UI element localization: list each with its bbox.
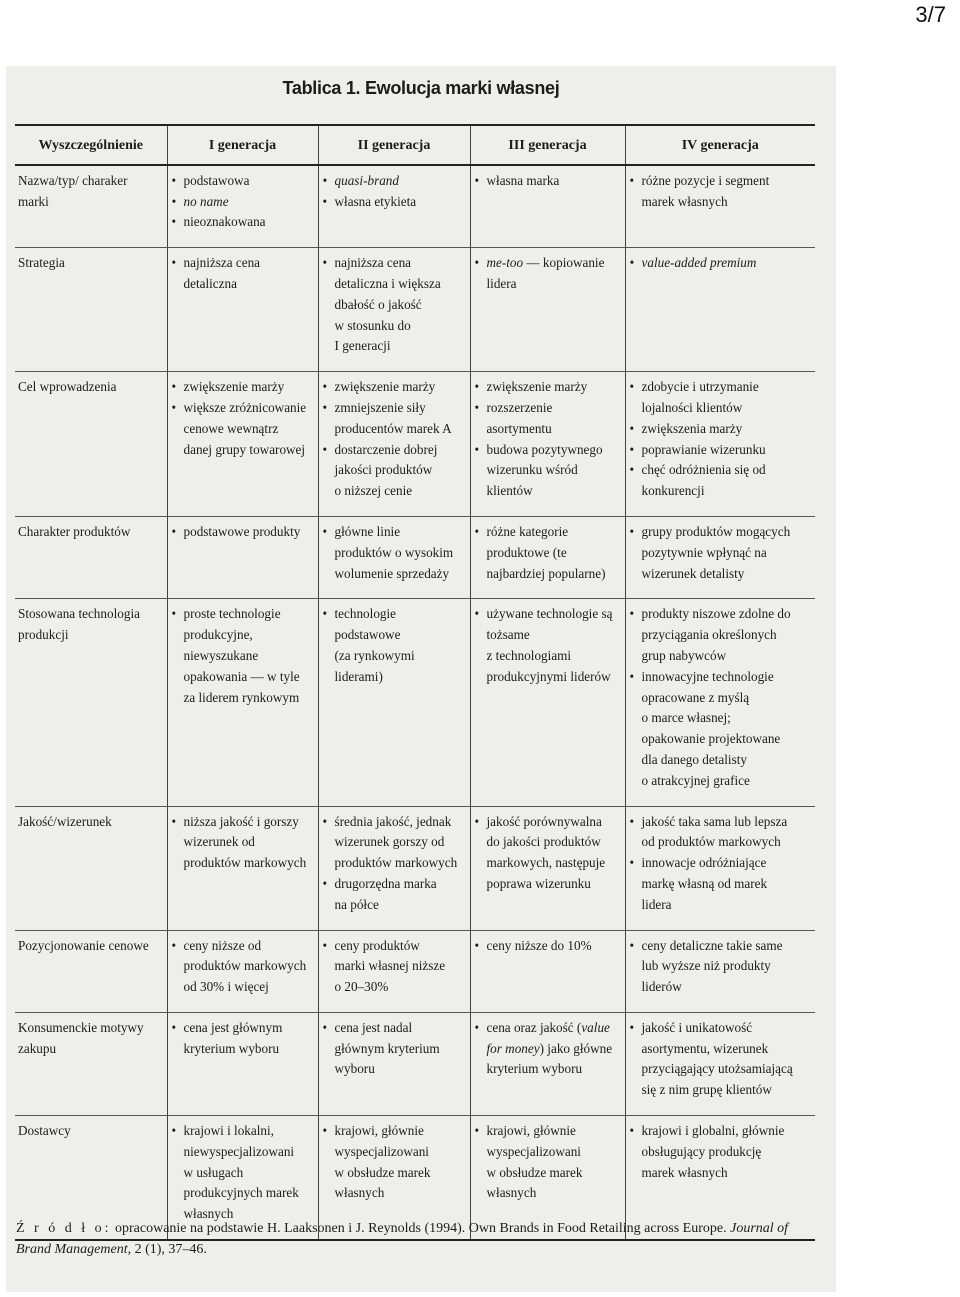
bullet-item: • chęć odróżnienia się od konkurencji xyxy=(630,460,812,502)
table-cell xyxy=(318,930,470,1012)
bullet-item: • nieoznakowana xyxy=(172,212,314,233)
table-cell xyxy=(625,599,815,806)
bullet-item: • różne pozycje i segment marek własnych xyxy=(630,171,812,213)
source-text: opracowanie na podstawie H. Laaksonen i J. Reynolds (1994). Own Brands in Food Retailing across Europe. xyxy=(115,1221,727,1236)
bullet-item: • zdobycie i utrzymanie lojalności klientów xyxy=(630,377,812,419)
bullet-item: • zmniejszenie siły producentów marek A xyxy=(323,398,466,440)
column-header: III generacja xyxy=(470,125,625,165)
table-cell xyxy=(625,516,815,598)
table-cell xyxy=(167,930,318,1012)
bullet-item: • zwiększenia marży xyxy=(630,419,812,440)
bullet-item: • me-too — kopiowanie lidera xyxy=(475,253,621,295)
table-cell xyxy=(625,930,815,1012)
table-cell xyxy=(625,165,815,248)
bullet-item: • zwiększenie marży xyxy=(323,377,466,398)
bullet-item: • cena jest głównym kryterium wyboru xyxy=(172,1018,314,1060)
bullet-item: • jakość porównywalna do jakości produktów markowych, następuje poprawa wizerunku xyxy=(475,812,621,895)
bullet-item: • podstawowe produkty xyxy=(172,522,314,543)
table-cell xyxy=(318,806,470,930)
row-category: Pozycjonowanie cenowe xyxy=(15,930,167,1012)
table-cell xyxy=(625,806,815,930)
bullet-item: • średnia jakość, jednak wizerunek gorszy od produktów markowych xyxy=(323,812,466,874)
bullet-item: • innowacyjne technologie opracowane z myślą o marce własnej; opakowanie projektowane dla danego detalisty o atrakcyjnej grafice xyxy=(630,667,812,792)
bullet-item: • poprawianie wizerunku xyxy=(630,440,812,461)
bullet-item: • krajowi i globalni, głównie obsługujący produkcję marek własnych xyxy=(630,1121,812,1183)
bullet-item: • grupy produktów mogących pozytywnie wpłynąć na wizerunek detalisty xyxy=(630,522,812,584)
table-cell xyxy=(167,806,318,930)
bullet-item: • najniższa cena detaliczna xyxy=(172,253,314,295)
table-cell xyxy=(318,1012,470,1115)
bullet-item: • produkty niszowe zdolne do przyciągania określonych grup nabywców xyxy=(630,604,812,666)
table-cell xyxy=(470,516,625,598)
table-cell xyxy=(167,516,318,598)
table-cell xyxy=(470,248,625,372)
table-cell xyxy=(625,1012,815,1115)
bullet-item: • ceny niższe od produktów markowych od 30% i więcej xyxy=(172,936,314,998)
bullet-item: • krajowi, głównie wyspecjalizowani w obsłudze marek własnych xyxy=(323,1121,466,1204)
bullet-item: • rozszerzenie asortymentu xyxy=(475,398,621,440)
column-header: IV generacja xyxy=(625,125,815,165)
bullet-item: • własna marka xyxy=(475,171,621,192)
column-header: II generacja xyxy=(318,125,470,165)
table-cell xyxy=(625,248,815,372)
bullet-item: • niższa jakość i gorszy wizerunek od produktów markowych xyxy=(172,812,314,874)
row-category: Dostawcy xyxy=(15,1116,167,1240)
bullet-item: • jakość taka sama lub lepsza od produktów markowych xyxy=(630,812,812,854)
source-journal: Journal of Brand Management xyxy=(16,1221,789,1257)
bullet-item: • ceny produktów marki własnej niższe o 20–30% xyxy=(323,936,466,998)
page-number: 3/7 xyxy=(915,2,946,27)
bullet-item: • krajowi i lokalni, niewyspecjalizowani w usługach produkcyjnych marek własnych xyxy=(172,1121,314,1225)
table-row xyxy=(15,248,815,372)
table-row xyxy=(15,599,815,806)
column-header: I generacja xyxy=(167,125,318,165)
bullet-item: • innowacje odróżniające markę własną od marek lidera xyxy=(630,853,812,915)
row-category: Stosowana technologia produkcji xyxy=(15,599,167,806)
source-details: , 2 (1), 37–46. xyxy=(127,1242,207,1257)
table-cell xyxy=(470,372,625,517)
row-category: Cel wprowadzenia xyxy=(15,372,167,517)
row-category: Charakter produktów xyxy=(15,516,167,598)
source-label: Ź r ó d ł o: xyxy=(16,1221,112,1236)
table-cell xyxy=(470,165,625,248)
bullet-item: • najniższa cena detaliczna i większa dbałość o jakość w stosunku do I generacji xyxy=(323,253,466,357)
table-cell xyxy=(470,806,625,930)
table-cell xyxy=(318,599,470,806)
bullet-item: • ceny detaliczne takie same lub wyższe niż produkty liderów xyxy=(630,936,812,998)
bullet-item: • cena jest nadal głównym kryterium wyboru xyxy=(323,1018,466,1080)
row-category: Jakość/wizerunek xyxy=(15,806,167,930)
evolution-table xyxy=(15,124,815,1241)
table-body xyxy=(15,165,815,1240)
bullet-item: • quasi-brand xyxy=(323,171,466,192)
table-cell xyxy=(318,165,470,248)
table-row xyxy=(15,930,815,1012)
bullet-item: • value-added premium xyxy=(630,253,812,274)
table-cell xyxy=(470,1012,625,1115)
table-title: Tablica 1. Ewolucja marki własnej xyxy=(282,78,560,98)
header-row xyxy=(15,125,815,165)
bullet-item: • jakość i unikatowość asortymentu, wizerunek przyciągający utożsamiającą się z nim grupę klientów xyxy=(630,1018,812,1101)
bullet-item: • zwiększenie marży xyxy=(172,377,314,398)
table-cell xyxy=(470,930,625,1012)
table-cell xyxy=(318,516,470,598)
row-category: Nazwa/typ/ charaker marki xyxy=(15,165,167,248)
table-cell xyxy=(318,248,470,372)
bullet-item: • dostarczenie dobrej jakości produktów o niższej cenie xyxy=(323,440,466,502)
table-row xyxy=(15,372,815,517)
bullet-item: • drugorzędna marka na półce xyxy=(323,874,466,916)
bullet-item: • podstawowa xyxy=(172,171,314,192)
bullet-item: • cena oraz jakość (value for money) jako główne kryterium wyboru xyxy=(475,1018,621,1080)
table-cell xyxy=(625,372,815,517)
column-header: Wyszczególnienie xyxy=(15,125,167,165)
bullet-item: • różne kategorie produktowe (te najbardziej popularne) xyxy=(475,522,621,584)
table-cell xyxy=(167,372,318,517)
bullet-item: • zwiększenie marży xyxy=(475,377,621,398)
bullet-item: • większe zróżnicowanie cenowe wewnątrz danej grupy towarowej xyxy=(172,398,314,460)
bullet-item: • używane technologie są tożsame z technologiami produkcyjnymi liderów xyxy=(475,604,621,687)
bullet-item: • proste technologie produkcyjne, niewyszukane opakowania — w tyle za liderem rynkowym xyxy=(172,604,314,708)
bullet-item: • własna etykieta xyxy=(323,192,466,213)
bullet-item: • krajowi, głównie wyspecjalizowani w obsłudze marek własnych xyxy=(475,1121,621,1204)
table-row xyxy=(15,165,815,248)
source-note xyxy=(16,1218,816,1260)
bullet-item: • budowa pozytywnego wizerunku wśród klientów xyxy=(475,440,621,502)
table-cell xyxy=(167,599,318,806)
row-category: Strategia xyxy=(15,248,167,372)
row-category: Konsumenckie motywy zakupu xyxy=(15,1012,167,1115)
table-cell xyxy=(318,372,470,517)
table-row xyxy=(15,1012,815,1115)
table-cell xyxy=(167,248,318,372)
bullet-item: • no name xyxy=(172,192,314,213)
table-cell xyxy=(167,165,318,248)
bullet-item: • ceny niższe do 10% xyxy=(475,936,621,957)
bullet-item: • główne linie produktów o wysokim wolumenie sprzedaży xyxy=(323,522,466,584)
table-cell xyxy=(167,1012,318,1115)
table-row xyxy=(15,516,815,598)
table-cell xyxy=(470,599,625,806)
bullet-item: • technologie podstawowe (za rynkowymi liderami) xyxy=(323,604,466,687)
table-row xyxy=(15,806,815,930)
